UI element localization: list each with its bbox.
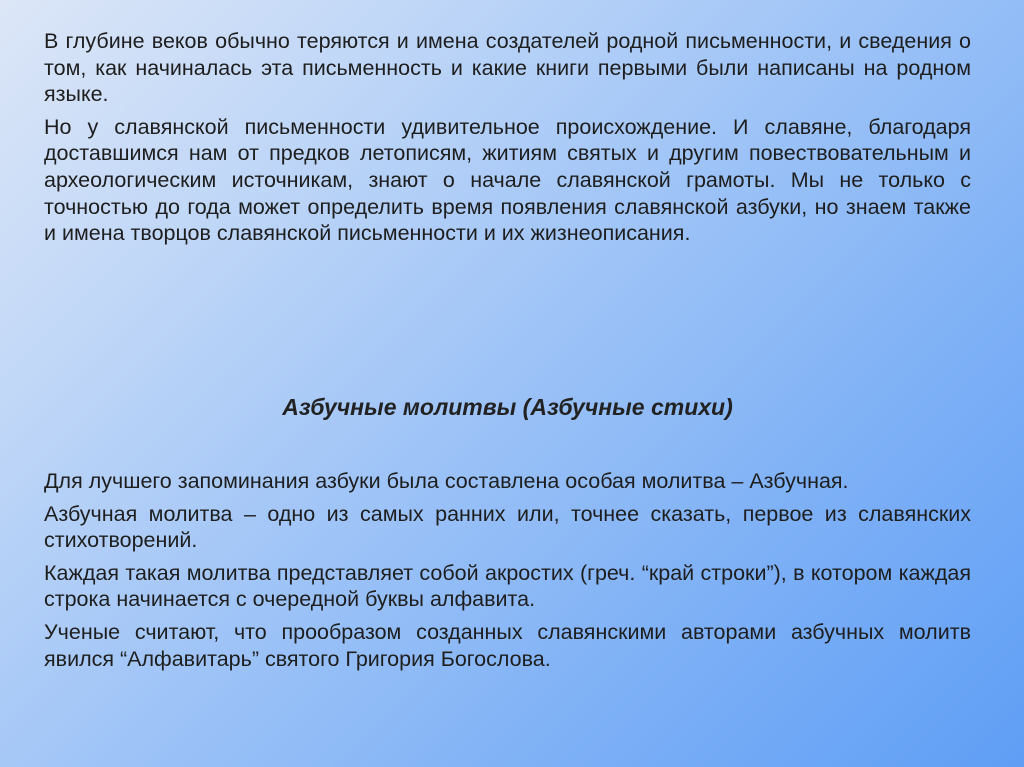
intro-paragraph-1: В глубине веков обычно теряются и имена создателей родной письменности, и сведения о том, как начиналась эта письменность и какие книги первыми были написаны на родном языке. (44, 29, 971, 107)
main-paragraph-4: Ученые считают, что прообразом созданных славянскими авторами азбучных молитв явился “Алфавитарь” святого Григория Богослова. (44, 619, 971, 671)
intro-text-block (44, 28, 971, 253)
main-paragraph-3: Каждая такая молитва представляет собой акростих (греч. “край строки”), в котором каждая строка начинается с очередной буквы алфавита. (44, 560, 971, 612)
main-paragraph-1: Для лучшего запоминания азбуки была составлена особая молитва – Азбучная. (44, 469, 849, 493)
main-paragraph-2: Азбучная молитва – одно из самых ранних или, точнее сказать, первое из славянских стихотворений. (44, 501, 971, 553)
main-text-block (44, 468, 971, 678)
intro-paragraph-2: Но у славянской письменности удивительное происхождение. И славяне, благодаря доставшимся нам от предков летописям, житиям святых и другим повествовательным и археологическим источникам, знают о начале славянской грамоты. Мы не только с точностью до года может определить время появления славянской азбуки, но знаем также и имена творцов славянской письменности и их жизнеописания. (44, 114, 971, 246)
section-heading: Азбучные молитвы (Азбучные стихи) (282, 394, 733, 420)
